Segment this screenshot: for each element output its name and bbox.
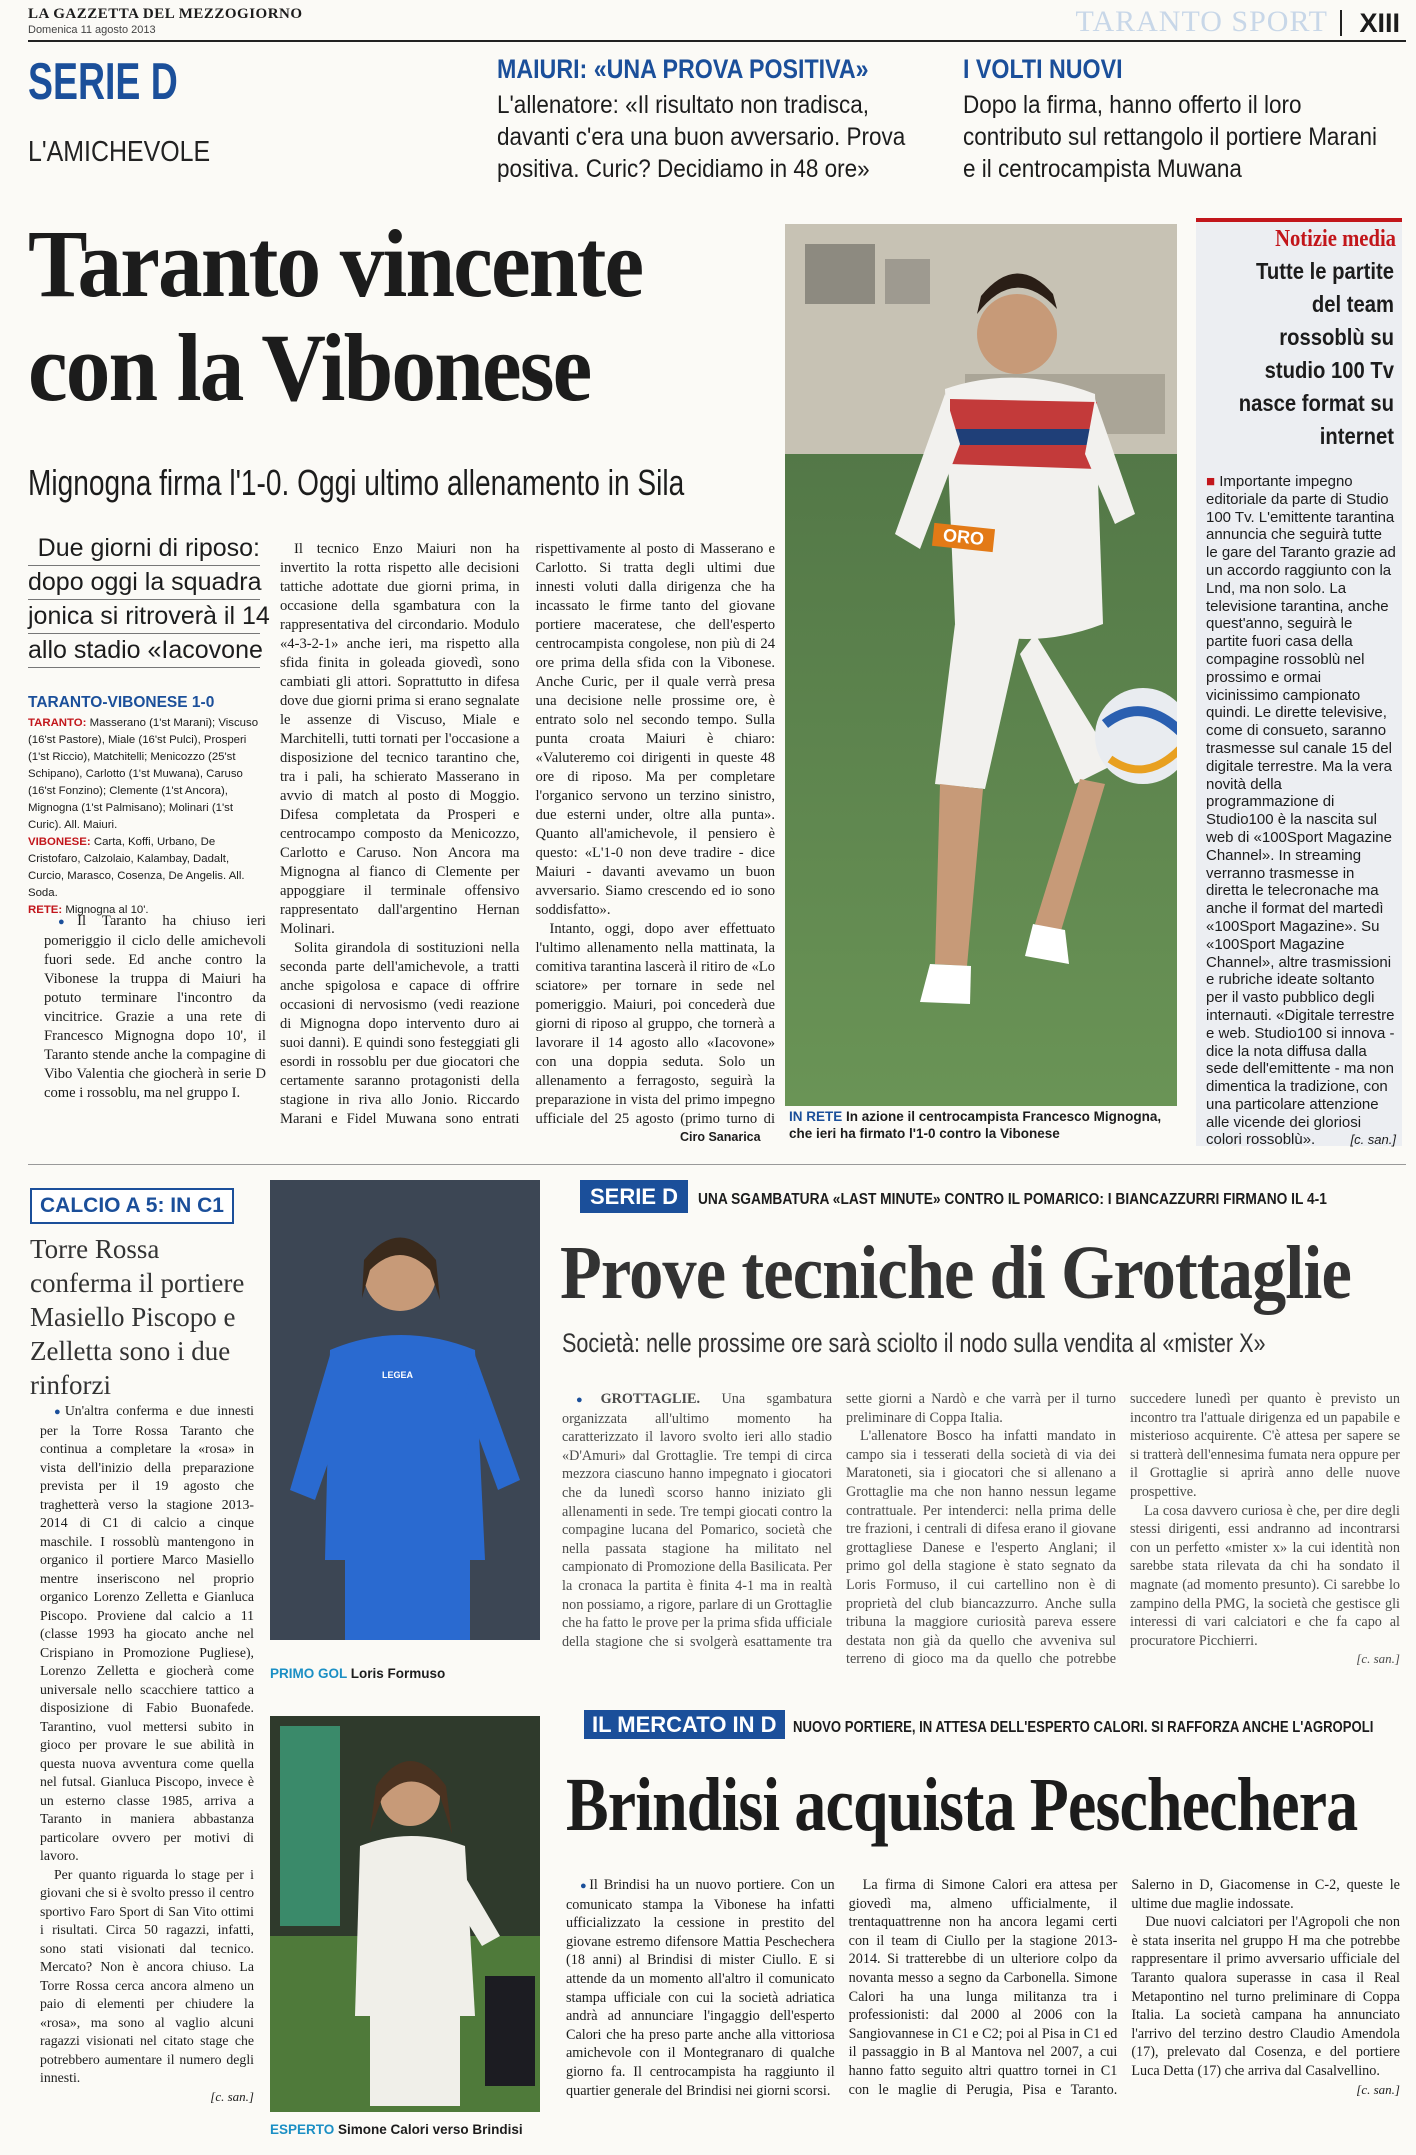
- brindisi-paragraph: Due nuovi calciatori per l'Agropoli che non è stata inserita nel gruppo H ma che potrebbe rappresentare il primo avversario ufficiale del Taranto qualora superasse in casa il Real Metapontino nel turno preliminare di Coppa Italia. La società campana ha annunciato l'arrivo del terzino destro Claudio Amendola (17), prelevato dal Cosenza, e del portiere Luca Detta (17) che arriva dal Casalvellino.: [1131, 1914, 1400, 2079]
- main-photo-caption: [789, 1108, 1184, 1142]
- lineup-taranto: [28, 715, 266, 834]
- brindisi-paragraph: ● Il Brindisi ha un nuovo portiere. Con un comunicato stampa la Vibonese ha infatti ufficializzato la cessione in prestito del giovane estremo difensore Mattia Peschechera (18 anni) al Brindisi di mister Ciullo. E si attende da un momento all'altro il comunicato stampa ufficiale con cui la società adriatica andrà ad annunciare l'ingaggio dell'esperto Calori che ha preso parte anche alla vittoriosa amichevole con il Montegranaro di qualche giorno fa. Il centrocampista ha raggiunto il quartier generale del Brindisi nei giorni scorsi.: [566, 1876, 835, 2100]
- section-subkicker: L'AMICHEVOLE: [28, 136, 211, 168]
- media-body: Importante impegno editoriale da parte di Studio 100 Tv. L'emittente tarantina annuncia che seguirà tutte le gare del Taranto grazie ad un accordo raggiunto con la Lnd, ma non solo. La televisione tarantina, anche quest'anno, seguirà le partite fuori casa della compagine rossoblù nel prossimo e ormai vicinissimo campionato quindi. Le dirette televisive, come di consueto, saranno trasmesse sul canale 15 del digitale terrestre. Ma la vera novità della programmazione di Studio100 è la nascita sul web di «100Sport Magazine Channel». In streaming verranno trasmesse in diretta le telecronache ma anche il format del martedì «100Sport Magazine». Su «100Sport Magazine Channel», altre trasmissioni e rubriche ideate soltanto per il vasto pubblico degli internauti. «Digitale terrestre e web. Studio100 si innova - dice la nota diffusa dalla sede dell'emittente - ma non dimentica la tradizione, con una particolare attenzione alle vicende dei gloriosi colori rossoblù».: [1206, 473, 1396, 1149]
- section-kicker: SERIE D: [28, 53, 178, 111]
- teaser-volti-title: I VOLTI NUOVI: [963, 54, 1123, 84]
- calcio5-title: Torre Rossa conferma il portiere Masiello Piscopo e Zelletta sono i due rinforzi: [30, 1234, 245, 1400]
- brindisi-kicker-row: [584, 1712, 1404, 1738]
- media-text: [1206, 473, 1396, 1149]
- player-calori-illustration: [270, 1716, 540, 2112]
- calcio5-kicker: CALCIO A 5: IN C1: [30, 1188, 234, 1224]
- lineup-title: TARANTO-VIBONESE 1-0: [28, 694, 215, 711]
- lineup-vibonese: [28, 834, 266, 902]
- teaser-maiuri-title: MAIURI: «UNA PROVA POSITIVA»: [497, 54, 869, 84]
- grottaglie-text: Una sgambatura organizzata all'ultimo momento ha caratterizzato il lavoro svolto ieri allo stadio «D'Amuri» dal Grottaglie. Tre tempi di circa mezzora ciascuno hanno impegnato i giocatori che da lunedì scorso hanno iniziato gli allenamenti in sede. Tre tempi giocati contro la compagine lucana del Pomarico, società che nella passata stagione ha militato nel campionato di Promozione della Basilicata. Per la cronaca la partita è finita 4-1 ma in realtà non possiamo, a rigore, parlare di un Grottaglie che ha fatto le prove per la prima sfida ufficiale della stagione che si svolgerà esattamente tra sette giorni a Nardò e che varrà per il turno preliminare di Coppa Italia.: [562, 1391, 1116, 1650]
- caption-tag: ESPERTO: [270, 2122, 335, 2137]
- pullquote-line: dopo oggi la squadra: [28, 566, 260, 600]
- issue-date: Domenica 11 agosto 2013: [28, 24, 156, 36]
- grottaglie-article: [562, 1390, 1400, 1680]
- main-subhead: Mignogna firma l'1-0. Oggi ultimo allenamento in Sila: [28, 462, 685, 503]
- caption-text: Simone Calori verso Brindisi: [338, 2122, 523, 2137]
- brindisi-columns: [566, 1876, 1400, 2136]
- grottaglie-paragraph: L'allenatore Bosco ha infatti mandato in campo sia i tesserati della società di via dei Maratoneti, sia i giocatori che si allenano a Grottaglie ma che non hanno nessun legame contrattuale. Per intenderci: nella prima delle tre frazioni, i centrali di difesa erano il giovane grottagliese Danese e l'esperto Anglani; il primo gol della stagione è stato segnato da Loris Formuso, il cui cartellino non è di proprietà del club biancazzurro. Anche sulla tribuna la maggiore curiosità pareva essere destata non già da quello che avveniva sul terreno di gioco ma da quello che potrebbe succedere lunedì per quanto è previsto un incontro tra l'attuale dirigenza ed un papabile e misterioso acquirente. C'è attesa per sapere se si tratterà dell'ennesima fumata nera oppure per il Grottaglie si aprirà anno delle nuove prospettive.: [846, 1391, 1400, 1668]
- grottaglie-dateline: ● GROTTAGLIE.: [576, 1391, 700, 1407]
- lineup-box: [28, 694, 266, 919]
- main-signature: Ciro Sanarica: [680, 1130, 761, 1144]
- calcio5-paragraph: ● Un'altra conferma e due innesti per la Torre Rossa Taranto che continua a completare la «rosa» in vista dell'inizio della preparazione prevista per il 19 agosto che traghetterà verso la stagione 2013-2014 di C1 di calcio a cinque maschile. I rossoblù mantengono in organico il portiere Marco Masiello mentre inseriscono nel proprio organico Lorenzo Zelletta e Gianluca Piscopo. Proviene dal calcio a 11 (classe 1993 ha giocato anche nel Crispiano in Promozione Pugliese), Lorenzo Zelletta e giocherà come universale nello scacchiere tattico a disposizione di Fabio Buonafede. Tarantino, vuol mettersi subito in gioco per provare le sue abilità in questa nuova avventura come quella nel futsal. Gianluca Piscopo, invece è un esterno classe 1985, arriva a Taranto in maniera abbastanza particolare ovvero per motivi di lavoro.: [40, 1402, 254, 1866]
- brindisi-article: [566, 1876, 1400, 2136]
- brindisi-kicker-text: NUOVO PORTIERE, IN ATTESA DELL'ESPERTO CALORI. SI RAFFORZA ANCHE L'AGROPOLI: [793, 1719, 1374, 1736]
- main-article-columns: [280, 540, 775, 1130]
- teaser-volti-nuovi: [963, 54, 1403, 185]
- grottaglie-headline: Prove tecniche di Grottaglie: [560, 1231, 1351, 1315]
- pullquote-line: Due giorni di riposo:: [28, 532, 260, 566]
- calcio5-paragraph: Per quanto riguarda lo stage per i giovani che si è svolto presso il centro sportivo Faro Sport di San Vito ottimi i risultati. Circa 50 ragazzi, infatti, sono stati visionati dal tecnico. Mercato? Non è ancora chiuso. La Torre Rossa cerca ancora almeno un paio di elementi per chiudere la «rosa», ma sono al vaglio alcuni ragazzi visionati nel citato stage che potrebbero aumentare il numero degli innesti.: [40, 1866, 254, 2085]
- lineup-text: Mignogna al 10'.: [65, 904, 149, 916]
- main-photo: [785, 224, 1177, 1106]
- media-signature: [c. san.]: [1350, 1132, 1396, 1148]
- calcio5-text: [40, 1402, 254, 2132]
- headline-line-1: Taranto vincente: [28, 210, 643, 317]
- article-paragraph: Intanto, oggi, dopo aver effettuato l'ultimo allenamento nella mattinata, la comitiva tarantina lascerà il ritiro de «Lo sciatore» per tornare in sede nel pomeriggio. Maiuri, poi concederà due giorni di riposo al gruppo, che tornerà a lavorare il 14 agosto allo «Iacovone» con una doppia seduta. Solo un allenamento a ferragosto, seguirà la preparazione in vista del primo impegno ufficiale del 25 agosto (primo turno di: [535, 921, 775, 1127]
- article-paragraph: Il tecnico Enzo Maiuri non ha invertito la rotta rispetto alle decisioni tattiche adottate due giorni prima, in occasione della sgambatura con la rappresentativa del circondario. Modulo «4-3-2-1» anche ieri, ma rispetto alla sfida finita in goleada giovedì, sono cambiati gli attori. Soprattutto in difesa dove due giorni prima si erano segnalate le assenze di Viscuso, Miale e Marchitelli, tutti tornati per l'occasione a disposizione del tecnico tarantino che, tra i pali, ha schierato Masserano in avvio di match al posto di Moggio. Difesa completata da Prosperi e centrocampo composto da Menicozzo, Carlotto e Caruso. Non Ancora ma Mignogna al fianco di Clemente per appoggiare il terminale offensivo rappresentato dall'argentino Hernan Molinari.: [280, 541, 520, 937]
- teaser-maiuri-text: L'allenatore: «Il risultato non tradisca, davanti c'era una buon avversario. Prova positiva. Curic? Decidiamo in 48 ore»: [497, 91, 906, 183]
- lineup-team: RETE:: [28, 904, 63, 916]
- grottaglie-columns: [562, 1390, 1400, 1680]
- section-rule: [28, 1164, 1406, 1165]
- media-sidebar: [1196, 218, 1402, 1149]
- grottaglie-subhead: Società: nelle prossime ore sarà sciolto il nodo sulla vendita al «mister X»: [562, 1328, 1266, 1358]
- main-article-col1: [44, 912, 266, 1152]
- masthead: [28, 6, 1406, 42]
- lineup-text: Masserano (1'st Marani); Viscuso (16'st Pastore), Miale (16'st Pulci), Prosperi (1'st Riccio), Matchitelli; Menicozzo (25'st Schipano), Carlotto (1'st Muwana), Caruso (16'st Fonzino); Clemente (1'st Ancora), Mignogna (1'st Palmisano); Molinari (1'st Curic). All. Maiuri.: [28, 717, 259, 831]
- brindisi-kicker: IL MERCATO IN D: [584, 1710, 785, 1739]
- caption-tag: PRIMO GOL: [270, 1666, 348, 1681]
- bullet-icon: ■: [1206, 473, 1216, 490]
- caption-tag: IN RETE: [789, 1109, 843, 1124]
- lineup-team: VIBONESE:: [28, 836, 91, 848]
- brindisi-signature: [c. san.]: [1356, 2081, 1400, 2097]
- sponsor-logo: ORO: [932, 523, 995, 552]
- grottaglie-signature: [c. san.]: [1356, 1651, 1400, 1667]
- section-name: TARANTO SPORT: [1075, 5, 1328, 38]
- main-article: [280, 540, 775, 1130]
- photo-calori: [270, 1716, 540, 2112]
- brindisi-paragraph: La firma di Simone Calori era attesa per giovedì ma, almeno ufficialmente, il trentaquattrenne non ha ancora legami certi con il team di Ciullo per la stagione 2013-2014. Si tratterebbe di un ulteriore colpo da novanta messo a segno da Carbonella. Simone Calori ha una lunga militanza tra i professionisti: dal 2000 al 2006 con la Sangiovannese in C1 e C2; poi al Pisa in C1 ed il passaggio in B al Mantova nel 2007, a cui hanno fatto seguito altri quattro tornei in C1 con le maglie di Perugia, Pisa e Taranto. Salerno in D, Giacomense in C-2, queste le ultime due maglie indossate.: [848, 1877, 1400, 2098]
- page-number: XIII: [1359, 8, 1400, 38]
- teaser-volti-text: Dopo la firma, hanno offerto il loro contributo sul rettangolo il portiere Marani e il centrocampista Muwana: [963, 91, 1377, 183]
- grottaglie-paragraph: La cosa davvero curiosa è che, per dire degli stessi dirigenti, essi andranno ad incontrarsi con un perfetto «mister x» la cui identità non sarebbe stata rilevata da chi ha sondato il magnate (ad momento presunto). Ci sarebbe lo zampino della PMG, la società che gestisce gli interessi di vari calciatori e che fa capo al procuratore Picchierri.: [1130, 1502, 1400, 1649]
- article-paragraph: Solita girandola di sostituzioni nella seconda parte dell'amichevole, a tratti anche spigolosa e capace di offrire occasioni di nervosismo (vedi reazione di Mignogna dopo intervento duro ai suoi danni). E quindi sono festeggiati gli esordi in rossoblu per due giocatori che certamente saranno protagonisti della stagione in riva allo Jonio. Riccardo Marani e Fidel Muwana sono entrati rispettivamente al posto di Masserano e Carlotto. Si tratta degli ultimi due innesti voluti dalla dirigenza che ha incassato le firme tanto del giovane portiere maceratese, che dell'esperto centrocampista congolese, non più di 24 ore prima della sfida con la Vibonese. Anche Curic, per il quale verrà presa una decisione nelle prossime ore, è entrato solo nel secondo tempo. Sulla punta croata Maiuri è chiaro: «Valuteremo coi dirigenti in queste 48 ore di riposo. Ma per completare l'organico servono un terzino sinistro, due esterni under, oltre alla punta». Quanto all'amichevole, il pensiero è questo: «L'1-0 non deve tradire - dice Maiuri - davanti avevamo un buon avversario. Siamo crescendo ed io sono soddisfatto».: [280, 541, 775, 1127]
- article-paragraph: ● Il Taranto ha chiuso ieri pomeriggio il ciclo delle amichevoli fuori sede. Ed anche contro la Vibonese la truppa di Maiuri ha potuto terminare l'incontro da vincitrice. Grazie a una rete di Francesco Mignogna dopo 10', il Taranto stende anche la compagine di Vibo Valentia che giocherà in serie D come i rossoblu, ma nel gruppo I.: [44, 912, 266, 1103]
- calcio5-signature: [c. san.]: [210, 2088, 254, 2104]
- media-kicker: Notizie media: [1275, 226, 1396, 252]
- jersey-brand: LEGEA: [382, 1370, 414, 1380]
- media-title: Tutte le partite del team rossoblù su studio 100 Tv nasce format su internet: [1238, 258, 1394, 449]
- section-divider: [1340, 10, 1342, 36]
- main-headline: [28, 212, 788, 420]
- caption-text: Loris Formuso: [350, 1666, 446, 1681]
- photo-calori-caption: [270, 2122, 523, 2137]
- lineup-team: TARANTO:: [28, 717, 87, 729]
- photo-formuso-caption: [270, 1666, 445, 1681]
- caption-text: In azione il centrocampista Francesco Mignogna, che ieri ha firmato l'1-0 contro la Vibonese: [789, 1109, 1162, 1141]
- pullquote-line: jonica si ritroverà il 14: [28, 600, 260, 634]
- headline-line-2: con la Vibonese: [28, 314, 591, 421]
- brindisi-headline: Brindisi acquista Peschechera: [566, 1763, 1358, 1847]
- grottaglie-kicker-text: UNA SGAMBATURA «LAST MINUTE» CONTRO IL POMARICO: I BIANCAZZURRI FIRMANO IL 4-1: [698, 1191, 1328, 1208]
- paper-name: LA GAZZETTA DEL MEZZOGIORNO: [28, 6, 303, 22]
- pullquote: [28, 532, 270, 668]
- grottaglie-kicker: SERIE D: [580, 1180, 688, 1213]
- player-formuso-illustration: [270, 1180, 540, 1640]
- player-photo-illustration: [785, 224, 1177, 1106]
- lineup-text: Carta, Koffi, Urbano, De Cristofaro, Calzolaio, Kalambay, Dadalt, Curcio, Marasco, Cosenza, De Angelis. All. Soda.: [28, 836, 245, 899]
- grottaglie-kicker-row: [580, 1184, 1400, 1210]
- pullquote-line: allo stadio «Iacovone: [28, 634, 260, 668]
- teaser-maiuri: [497, 54, 942, 185]
- photo-formuso: [270, 1180, 540, 1640]
